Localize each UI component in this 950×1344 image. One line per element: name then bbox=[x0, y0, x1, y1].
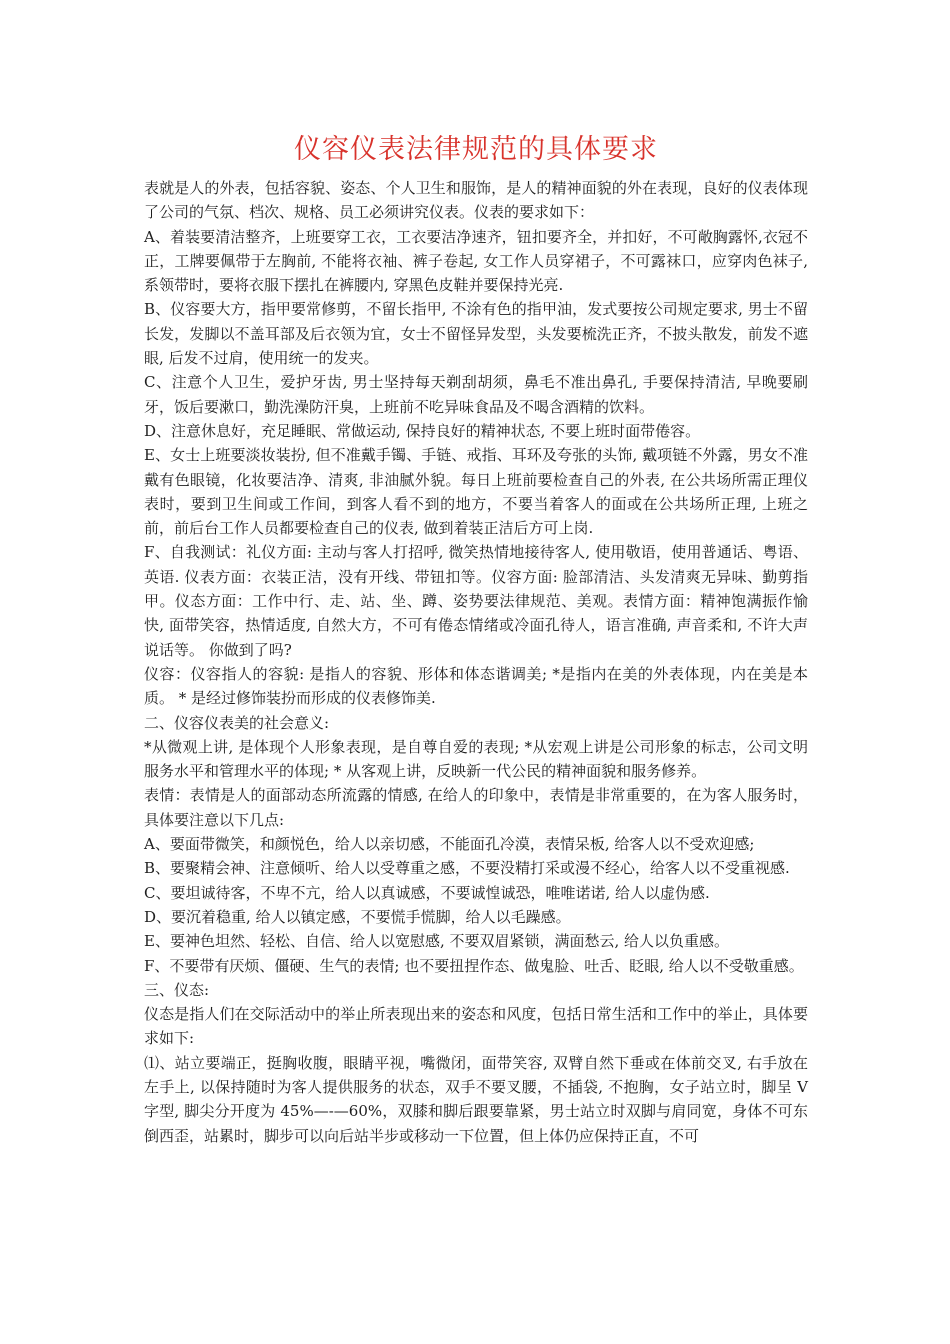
document-body bbox=[144, 176, 808, 1148]
paragraph: *从微观上讲, 是体现个人形象表现，是自尊自爱的表现; *从宏观上讲是公司形象的标志，公司文明服务水平和管理水平的体现; * 从客观上讲，反映新一代公民的精神面貌和服务修养。 bbox=[144, 737, 808, 781]
paragraph: C、注意个人卫生，爱护牙齿, 男士坚持每天剃刮胡须，鼻毛不准出鼻孔, 手要保持清洁, 早晚要刷牙，饭后要漱口，勤洗澡防汗臭，上班前不吃异味食品及不喝含酒精的饮料。 bbox=[144, 373, 808, 416]
paragraph: F、自我测试：礼仪方面: 主动与客人打招呼, 微笑热情地接待客人, 使用敬语，使用普通话、粤语、英语. 仪表方面：衣装正洁，没有开线、带钮扣等。仪容方面: 脸部清洁、头发清爽无异味、勤剪指甲。仪态方面：工作中行、走、站、坐、蹲、姿势要法律规范、美观。表情方面：精神饱满振作愉快, 面带笑容，热情适度, 自然大方，不可有倦态情绪或冷面孔待人，语言准确, 声音柔和, 不许大声说话等。 你做到了吗? bbox=[144, 543, 808, 659]
paragraph: D、注意休息好，充足睡眠、常做运动, 保持良好的精神状态, 不要上班时面带倦容。 bbox=[144, 421, 701, 440]
paragraph: D、要沉着稳重, 给人以镇定感，不要慌手慌脚，给人以毛躁感。 bbox=[144, 907, 571, 926]
paragraph: 表情：表情是人的面部动态所流露的情感, 在给人的印象中，表情是非常重要的，在为客人服务时，具体要注意以下几点: bbox=[144, 786, 808, 829]
paragraph: E、要神色坦然、轻松、自信、给人以宽慰感, 不要双眉紧锁，满面愁云, 给人以负重感。 bbox=[144, 932, 730, 951]
paragraph: 仪容：仪容指人的容貌: 是指人的容貌、形体和体态谐调美; *是指内在美的外表体现，内在美是本质。 * 是经过修饰装扮而形成的仪表修饰美. bbox=[144, 664, 808, 708]
paragraph: C、要坦诚待客，不卑不亢，给人以真诚感，不要诚惶诚恐，唯唯诺诺, 给人以虚伪感. bbox=[144, 883, 710, 902]
paragraph: A、着装要清洁整齐，上班要穿工衣，工衣要洁净速齐，钮扣要齐全，并扣好，不可敞胸露怀,衣冠不正，工牌要佩带于左胸前, 不能将衣袖、裤子卷起, 女工作人员穿裙子，不可露袜口，应穿肉色袜子, 系领带时，要将衣服下摆扎在裤腰内, 穿黑色皮鞋并要保持光亮. bbox=[144, 227, 808, 295]
paragraph: B、仪容要大方，指甲要常修剪，不留长指甲, 不涂有色的指甲油，发式要按公司规定要求, 男士不留长发，发脚以不盖耳部及后衣领为宜，女士不留怪异发型，头发要梳洗正齐，不披头散发，前发不遮眼, 后发不过肩，使用统一的发夹。 bbox=[144, 300, 808, 368]
paragraph: ⑴、站立要端正，挺胸收腹，眼睛平视，嘴微闭，面带笑容, 双臂自然下垂或在体前交叉, 右手放在左手上, 以保持随时为客人提供服务的状态，双手不要叉腰，不插袋, 不抱胸，女子站立时，脚呈 V 字型, 脚尖分开度为 45%—-—60%，双膝和脚后跟要靠紧，男士站立时双脚与肩同宽，身体不可东倒西歪，站累时，脚步可以向后站半步或移动一下位置，但上体仍应保持正直，不可 bbox=[144, 1053, 808, 1145]
paragraph: 表就是人的外表，包括容貌、姿态、个人卫生和服饰，是人的精神面貌的外在表现，良好的仪表体现了公司的气氛、档次、规格、员工必须讲究仪表。仪表的要求如下： bbox=[144, 179, 808, 222]
paragraph: 仪态是指人们在交际活动中的举止所表现出来的姿态和风度，包括日常生活和工作中的举止，具体要求如下: bbox=[144, 1005, 808, 1048]
paragraph: E、女士上班要淡妆装扮, 但不准戴手镯、手链、戒指、耳环及夸张的头饰, 戴项链不外露，男女不准戴有色眼镜，化妆要洁净、清爽, 非油腻外貌。每日上班前要检查自己的外表, 在公共场所需正理仪表时，要到卫生间或工作间，到客人看不到的地方，不要当着客人的面或在公共场所正理, 上班之前，前后台工作人员都要检查自己的仪表, 做到着装正洁后方可上岗. bbox=[144, 446, 808, 538]
paragraph: B、要聚精会神、注意倾听、给人以受尊重之感，不要没精打采或漫不经心，给客人以不受重视感. bbox=[144, 859, 790, 878]
section-heading: 二、仪容仪表美的社会意义: bbox=[144, 713, 330, 732]
document-title: 仪容仪表法律规范的具体要求 bbox=[294, 134, 658, 165]
section-heading: 三、仪态: bbox=[144, 980, 210, 999]
paragraph: A、要面带微笑，和颜悦色，给人以亲切感，不能面孔冷漠，表情呆板, 给客人以不受欢迎感; bbox=[144, 835, 755, 854]
paragraph: F、不要带有厌烦、僵硬、生气的表情; 也不要扭捏作态、做鬼脸、吐舌、眨眼, 给人以不受敬重感。 bbox=[144, 956, 804, 975]
